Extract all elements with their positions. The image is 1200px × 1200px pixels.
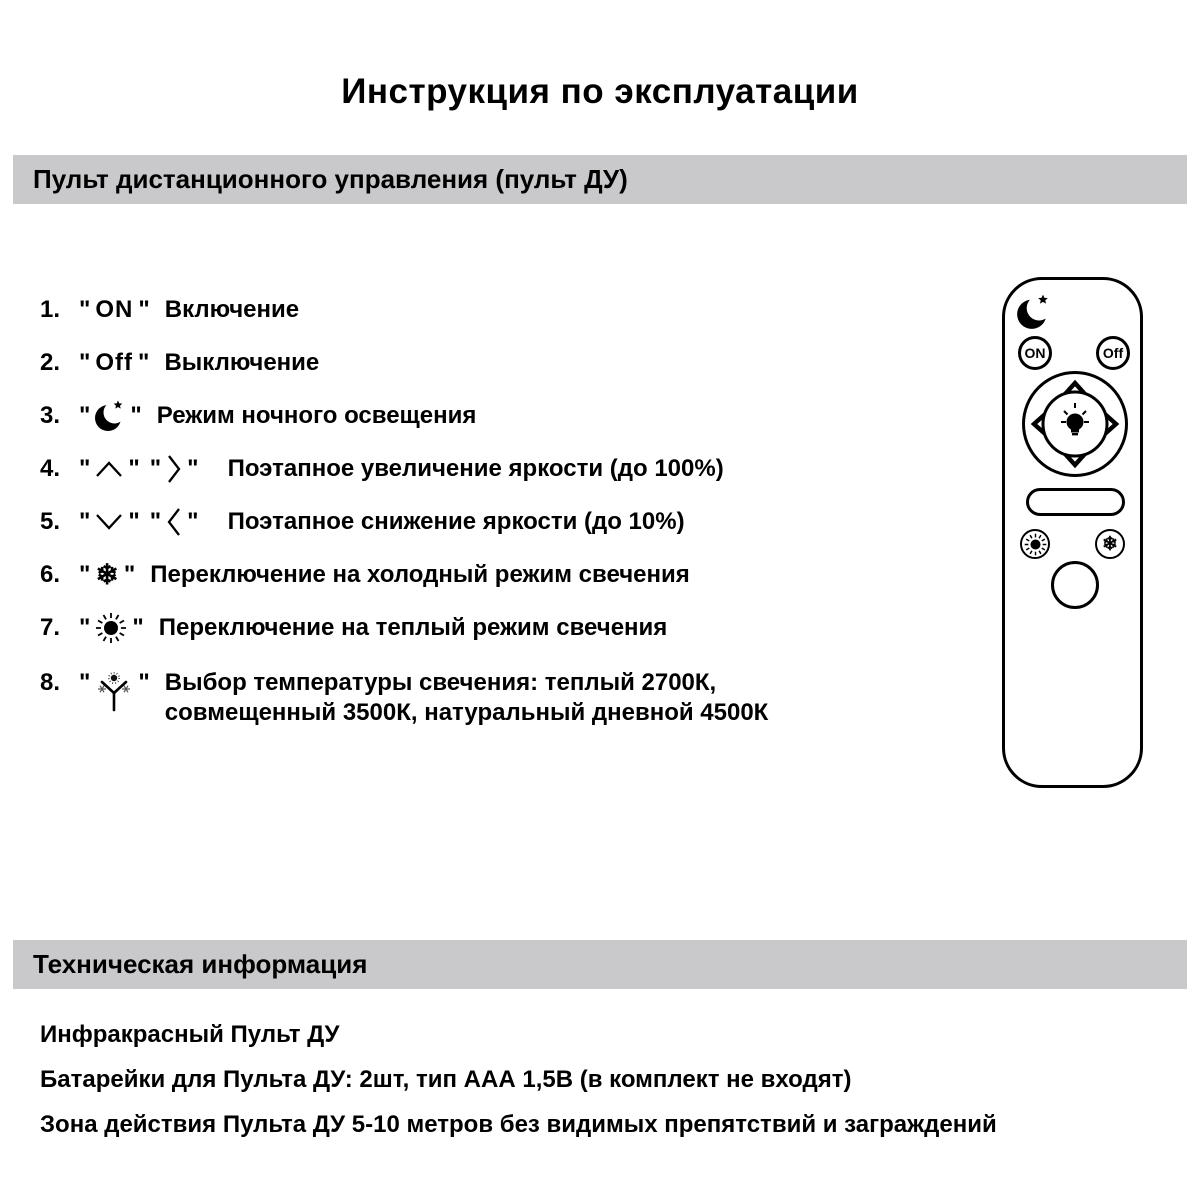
on-button [1018,336,1052,370]
item-description-line1: Выбор температуры свечения: теплый 2700К, [164,669,717,696]
snowflake-icon: ❄ [1102,533,1118,555]
moon-icon [95,400,125,432]
quote-mark: " [79,348,91,376]
quote-mark: " [123,560,136,588]
section-header-remote [13,155,1187,204]
button-name-on: ON [95,295,134,323]
warm-mode-button [1020,529,1050,559]
section-header-tech [13,940,1187,989]
tech-line-range: Зона действия Пульта ДУ 5-10 метров без видимых препятствий и заграждений [40,1111,997,1138]
off-button [1096,336,1130,370]
quote-mark: " [149,507,162,535]
quote-mark: " [149,454,162,482]
quote-mark: " [79,454,91,482]
quote-mark: " [130,401,142,429]
chevron-right-icon [166,454,182,484]
item-description: Поэтапное увеличение яркости (до 100%) [227,454,724,482]
night-mode-button [1017,294,1051,335]
cold-mode-button [1095,529,1125,559]
round-bottom-button [1051,561,1099,609]
item-description [165,668,769,728]
list-item-night-mode [40,389,940,442]
item-description-line2: совмещенный 3500К, натуральный дневной 4500К [164,699,769,726]
quote-mark: " [138,669,150,696]
quote-mark: " [79,401,91,429]
list-item-warm-mode [40,601,940,654]
quote-mark: " [132,613,144,641]
list-item-on [40,283,940,336]
section-header-tech-label: Техническая информация [33,949,368,979]
item-number: 5. [40,507,61,535]
on-button-label: ON [1024,345,1046,361]
button-name-off: Off [95,348,134,376]
quote-mark: " [128,507,140,535]
sun-icon [95,612,127,644]
quote-mark: " [138,295,150,323]
temperature-select-icon [95,672,133,714]
snowflake-icon: ❄ [95,558,119,590]
item-number: 3. [40,401,61,429]
quote-mark: " [138,348,150,376]
list-item-brightness-down [40,495,940,548]
item-number: 1. [40,295,61,323]
tech-line-batteries: Батарейки для Пульта ДУ: 2шт, тип ААА 1,5В (в комплект не входят) [40,1066,852,1093]
item-number: 2. [40,348,61,376]
chevron-up-icon [95,460,123,478]
item-number: 6. [40,560,61,588]
sun-icon [1024,533,1047,556]
quote-mark: " [79,669,91,696]
chevron-down-icon [95,513,123,531]
page-title: Инструкция по эксплуатации [341,72,859,111]
quote-mark: " [79,560,91,588]
off-button-label: Off [1102,345,1124,361]
list-item-cold-mode [40,548,940,601]
quote-mark: " [187,507,199,535]
list-item-off [40,336,940,389]
list-item-brightness-up [40,442,940,495]
remote-functions-list [40,283,940,728]
item-description: Режим ночного освещения [156,401,477,429]
item-number: 4. [40,454,61,482]
item-description: Переключение на теплый режим свечения [158,613,668,641]
remote-diagram [1002,277,1143,788]
item-description: Поэтапное снижение яркости (до 10%) [227,507,685,535]
quote-mark: " [128,454,140,482]
item-number: 7. [40,613,61,641]
chevron-left-icon [166,507,182,537]
list-item-temperature-select [40,668,940,728]
section-header-remote-label: Пульт дистанционного управления (пульт ДУ) [33,164,628,194]
quote-mark: " [79,295,91,323]
quote-mark: " [79,507,91,535]
item-number: 8. [40,669,61,696]
scene-button [1026,488,1125,516]
item-description: Включение [164,295,300,323]
dpad-control [1021,370,1129,483]
tech-info-block [40,1021,997,1139]
tech-line-remote-type: Инфракрасный Пульт ДУ [40,1021,340,1048]
item-description: Переключение на холодный режим свечения [150,560,690,588]
item-description: Выключение [164,348,320,376]
quote-mark: " [187,454,199,482]
quote-mark: " [79,613,91,641]
